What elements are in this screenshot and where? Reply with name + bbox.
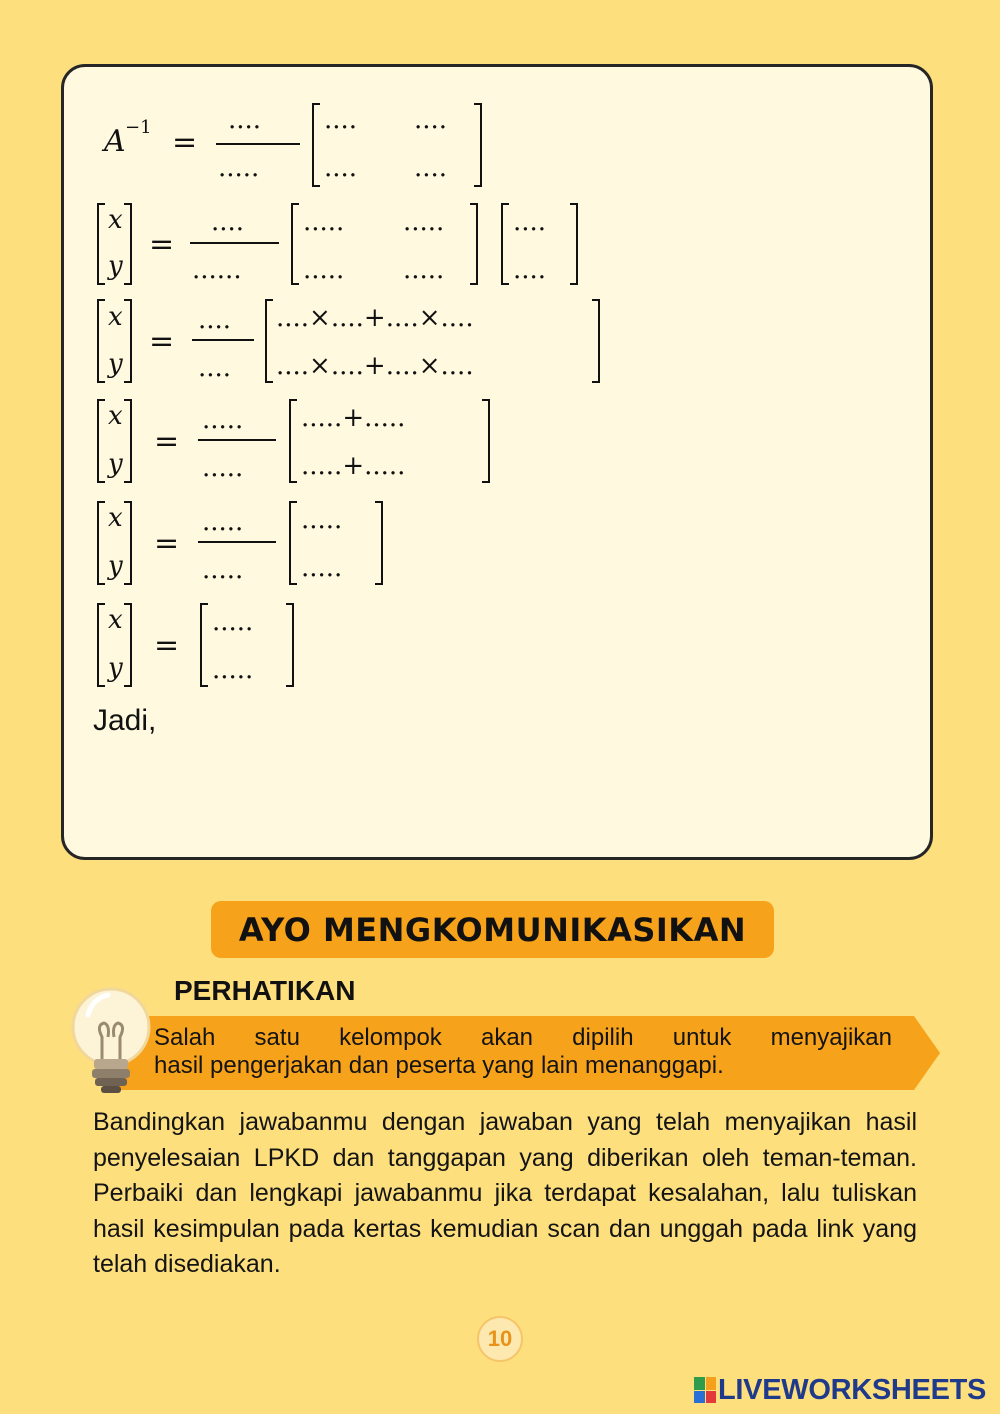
var-y: y xyxy=(108,551,123,581)
notice-text xyxy=(154,1024,892,1080)
var-x: x xyxy=(108,302,123,332)
var-x: x xyxy=(108,605,123,635)
vector-bracket-left xyxy=(97,501,105,585)
matrix-a-symbol: A xyxy=(104,124,126,159)
fraction-denominator: ..... xyxy=(202,453,244,483)
equals-sign: = xyxy=(154,628,180,663)
var-y: y xyxy=(108,653,123,683)
conclusion-label: Jadi, xyxy=(93,704,157,737)
equals-sign: = xyxy=(172,125,198,160)
vector-bracket-right xyxy=(286,603,294,687)
vector-bracket-left xyxy=(97,603,105,687)
var-y: y xyxy=(108,251,123,281)
matrix-cell: ....×....+....×.... xyxy=(276,303,474,333)
vector-bracket-right xyxy=(124,603,132,687)
inverse-exponent: −1 xyxy=(125,117,152,138)
var-x: x xyxy=(108,401,123,431)
matrix-cell: ..... xyxy=(303,207,345,237)
vector-bracket-left xyxy=(200,603,208,687)
equals-sign: = xyxy=(154,424,180,459)
instruction-paragraph: Bandingkan jawabanmu dengan jawaban yang telah menyajikan hasil penyelesaian LPKD dan tanggapan yang diberikan oleh teman-teman. Perbaiki dan lengkapi jawabanmu jika terdapat kesalahan, lalu tuliskan hasil kesimpulan pada kertas kemudian scan dan unggah pada link yang telah disediakan. xyxy=(93,1108,917,1278)
fraction-numerator: ..... xyxy=(202,405,244,435)
vector-cell: ..... xyxy=(301,553,343,583)
fraction-denominator: .... xyxy=(198,353,232,383)
equals-sign: = xyxy=(154,526,180,561)
fraction-numerator: .... xyxy=(228,105,262,135)
liveworksheets-logo xyxy=(694,1374,986,1406)
matrix-bracket-right xyxy=(482,399,490,483)
fraction-denominator: ...... xyxy=(192,255,242,285)
equals-sign: = xyxy=(149,324,175,359)
vector-bracket-right xyxy=(375,501,383,585)
fraction-numerator: .... xyxy=(211,207,245,237)
equals-sign: = xyxy=(149,227,175,262)
fraction-denominator: ..... xyxy=(202,555,244,585)
matrix-cell: ..... xyxy=(403,207,445,237)
fraction-bar xyxy=(198,439,276,441)
fraction-bar xyxy=(190,242,279,244)
vector-bracket-left xyxy=(501,203,509,285)
matrix-cell: .... xyxy=(324,153,358,183)
vector-bracket-right xyxy=(124,203,132,285)
vector-bracket-right xyxy=(124,501,132,585)
matrix-cell: .....+..... xyxy=(301,403,406,433)
matrix-cell: .... xyxy=(414,105,448,135)
matrix-cell: ..... xyxy=(303,255,345,285)
fraction-numerator: ..... xyxy=(202,507,244,537)
matrix-cell: .... xyxy=(324,105,358,135)
worksheet-card xyxy=(61,64,933,860)
brand-name: LIVEWORKSHEETS xyxy=(718,1373,987,1406)
notice-heading: PERHATIKAN xyxy=(174,975,356,1006)
vector-bracket-right xyxy=(570,203,578,285)
fraction-bar xyxy=(192,339,254,341)
matrix-bracket-left xyxy=(289,399,297,483)
vector-bracket-left xyxy=(97,299,105,383)
page-number: 10 xyxy=(477,1316,523,1362)
var-x: x xyxy=(108,503,123,533)
vector-bracket-left xyxy=(97,203,105,285)
matrix-cell: ..... xyxy=(403,255,445,285)
var-y: y xyxy=(108,449,123,479)
notice-line-2: hasil pengerjakan dan peserta yang lain menanggapi. xyxy=(154,1052,724,1079)
var-x: x xyxy=(108,205,123,235)
vector-bracket-right xyxy=(124,399,132,483)
vector-cell: ..... xyxy=(301,505,343,535)
liveworksheets-logo-icon xyxy=(694,1377,716,1403)
fraction-denominator: ..... xyxy=(218,153,260,183)
vector-cell: ..... xyxy=(212,655,254,685)
matrix-bracket-right xyxy=(470,203,478,285)
vector-bracket-left xyxy=(289,501,297,585)
matrix-cell: .... xyxy=(414,153,448,183)
vector-cell: .... xyxy=(513,255,547,285)
matrix-bracket-left xyxy=(312,103,320,187)
section-title: AYO MENGKOMUNIKASIKAN xyxy=(211,901,774,958)
var-y: y xyxy=(108,349,123,379)
vector-bracket-right xyxy=(124,299,132,383)
lightbulb-icon xyxy=(68,985,154,1103)
fraction-bar xyxy=(198,541,276,543)
vector-cell: ..... xyxy=(212,607,254,637)
matrix-cell: .....+..... xyxy=(301,451,406,481)
fraction-numerator: .... xyxy=(198,305,232,335)
matrix-bracket-right xyxy=(474,103,482,187)
fraction-bar xyxy=(216,143,300,145)
vector-bracket-left xyxy=(97,399,105,483)
matrix-bracket-left xyxy=(291,203,299,285)
matrix-bracket-right xyxy=(592,299,600,383)
notice-line-1: Salah satu kelompok akan dipilih untuk menyajikan xyxy=(154,1024,892,1051)
vector-cell: .... xyxy=(513,207,547,237)
matrix-bracket-left xyxy=(265,299,273,383)
matrix-cell: ....×....+....×.... xyxy=(276,351,474,381)
